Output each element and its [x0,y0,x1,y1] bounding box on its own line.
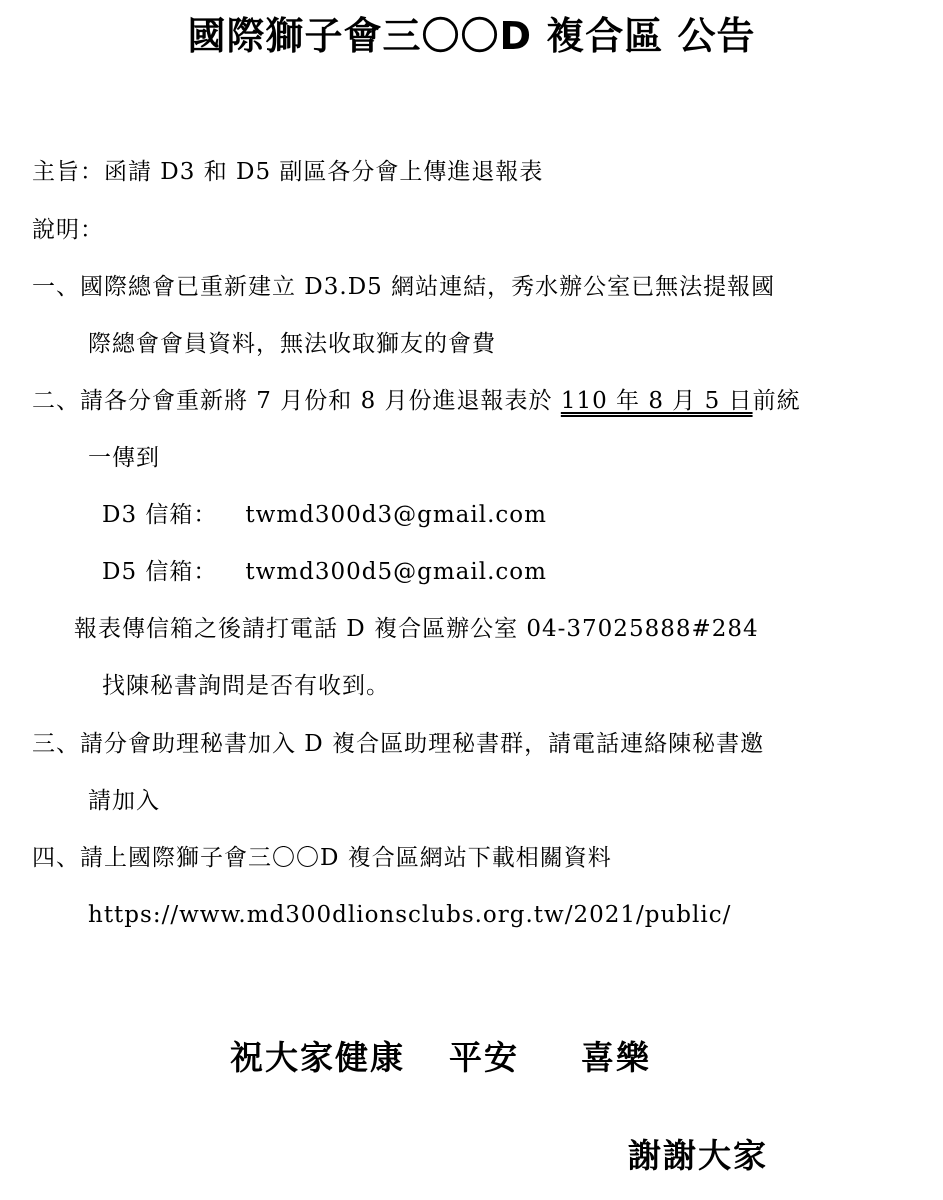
item-2-text-before: 二、請各分會重新將 7 月份和 8 月份進退報表於 [32,388,561,414]
phone-line-1: 報表傳信箱之後請打電話 D 複合區辦公室 04-37025888#284 [74,616,759,642]
item-3-line-2: 請加入 [88,788,160,814]
item-2-text-after: 前統 [752,388,801,414]
d5-mailbox-label: D5 信箱： [102,559,218,585]
d5-email: twmd300d5@gmail.com [245,559,547,585]
closing-peace: 平安 [449,1038,519,1077]
d3-mailbox-line [102,499,547,531]
d5-mailbox-line [102,556,547,588]
explanation-label: 說明： [32,217,104,243]
item-3-line-1: 三、請分會助理秘書加入 D 複合區助理秘書群，請電話連絡陳秘書邀 [32,731,765,757]
item-2-line-2: 一傳到 [88,445,160,471]
subject-line: 主旨：函請 D3 和 D5 副區各分會上傳進退報表 [32,159,544,185]
notice-title: 國際獅子會三〇〇D 複合區 公告 [187,14,756,58]
item-1-line-2: 際總會會員資料，無法收取獅友的會費 [88,331,496,357]
thanks-line: 謝謝大家 [628,1136,768,1175]
website-url: https://www.md300dlionsclubs.org.tw/2021/public/ [88,902,732,928]
closing-greeting [230,1036,651,1080]
d3-mailbox-label: D3 信箱： [102,502,218,528]
deadline-date: 110 年 8 月 5 日 [560,388,753,414]
item-2-line-1 [32,385,801,417]
d3-email: twmd300d3@gmail.com [245,502,547,528]
phone-line-2: 找陳秘書詢問是否有收到。 [102,673,390,699]
item-1-line-1: 一、國際總會已重新建立 D3.D5 網站連結，秀水辦公室已無法提報國 [32,274,776,300]
closing-joy: 喜樂 [581,1038,651,1077]
closing-health: 祝大家健康 [230,1038,405,1077]
item-4-line-1: 四、請上國際獅子會三〇〇D 複合區網站下載相關資料 [32,845,612,871]
